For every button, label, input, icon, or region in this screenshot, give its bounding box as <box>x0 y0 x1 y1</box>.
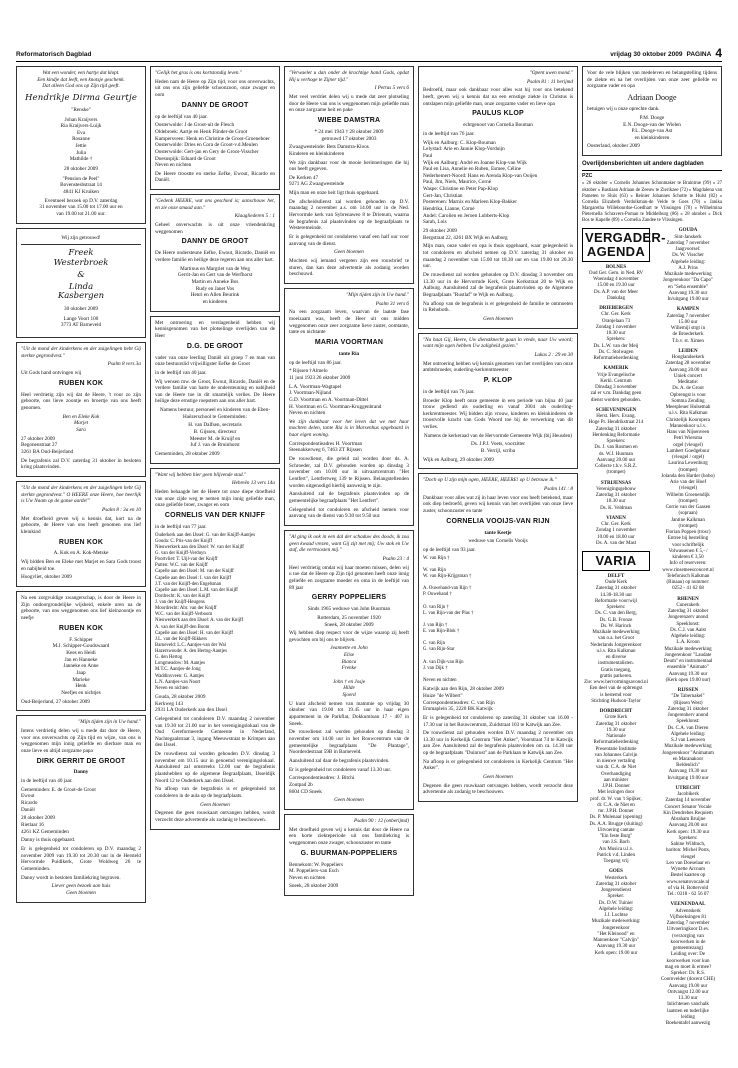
column-3 <box>284 66 414 900</box>
quote-ref: Klaagliederen 5 : 1 <box>234 213 275 220</box>
agenda-item <box>582 265 650 303</box>
board-text: Namens bestuur, personeel en kinderen van de Eben-Haëzerschool te Gememinden: <box>159 407 271 420</box>
nickname: Danny <box>73 769 89 776</box>
agenda-details: Hooglandsekerk Zaterdag 28 november Aanvang 20.00 uur Uniek concert Meditatie: Ds. A. de Groot Opbrengst is voor Somma Zending Meespleuer Hulsemah u.l.v. Rita Kalkman Christelijk Kooropera Mannenkoor u.l.v. Hans van Nijsenveen Petri Wiersma orgel (vleugel) Lambert Goedgebuur (vleugel / orgel) Laurina Lewenburg (trompet) Jolanda den Harder (hobo) Arie van der Hoef (vleugel) Wilhelm Groenendijk (trompet) Corrie van der Gaasen (sopraan) Jantine Kalkman (trompet) Florian Poppen (trosc) Entree bij bestelling voor schriftelijk Volwassenen € 5,- / kinderen € 3,50 Info of reserveren: www.rinsemeesconcert.nl Telefonisch Kalkman (Rinaau) op nummer: 0252 - 41 62 68 <box>661 355 715 592</box>
agenda-place: RIJSSEN <box>677 688 699 694</box>
agenda-place: DRIEBERGEN <box>599 306 633 312</box>
burial-info: Aansluitend zal de begrafenis plaatsvinden op de gemeentelijke begraafplaats "Het Lentfert". <box>289 491 409 505</box>
age: op de leeftijd van 86 jaar. <box>289 359 342 366</box>
burial-info: Aansluitend zal daar de begrafenis plaatsvinden. <box>289 757 390 764</box>
family-list: Bennekom: W. Poppeliers M. Poppeliers-van Esch Neven en nichten <box>289 861 344 881</box>
condolence-info: Mijn man, onze vader en opa is thuis opgebaard, waar gelegenheid is tot condoleren en afscheid nemen op D.V. zaterdag 31 oktober en maandag 2 november van 15.00 tot 18.30 uur en van 19.00 tot 20.30 uur. <box>423 243 573 270</box>
notice-text: Met ontroering en verslagenheid hebben wij kennisgenomen van het plotselinge overlijden van de Heer <box>155 319 275 339</box>
family-list: P.M. Dooge E.N. Dooge-van der Wielen P.L. Dooge-van Ast en kleinkinderen <box>623 114 681 141</box>
funeral-info: De rouwdienst, die geleid zal worden door ds. A. Schroeder, zal D.V. gehouden worden op dinsdag 3 november om 10.00 uur in uitvaartcentrum "Het Lentfert", Lentfertweg 139 te Rijssen. Belangstellenden worden uitgenodigd hierbij aanwezig te zijn. <box>289 456 409 489</box>
death-notice-maria <box>284 288 414 526</box>
deceased-name: CORNELIA VOOIJS-VAN RIJN <box>446 517 550 525</box>
visit-info: Eventueel bezoek op D.V. zaterdag 31 november van 15.00 tot 17.00 uur en van 19.00 tot 21.00 uur. <box>39 197 123 218</box>
address: "Pension de Peel" Bovenstesbstraat 14 4841 KJ Kruiken <box>60 175 102 196</box>
life-dates: * Rijssen †Almelo 11 juni 1923 26 oktober 2009 <box>289 368 351 381</box>
quote-ref: Psalm 23 : 4 <box>382 555 409 562</box>
life-dates: Rotterdam, 25 november 1920 Sneek, 28 oktober 2009 <box>317 614 381 628</box>
funeral-info: De rouwdienst zal worden gehouden op D.V. dinsdag 3 november om 13.30 uur in de Hervormde Kerk, Grote Kerkstraat 20 te Wijk en Aalburg. Aansluitend zal de begrafenis plaatsvinden op de Algemene Begraafplaats "Rustlaf" te Wijk en Aalburg. <box>423 272 573 298</box>
agenda-details: Oud Ger. Gem. in Ned. RV Woensdag 4 november 15.00 en 19.30 uur Ds. A.P. van der Meer Dankdag <box>588 270 644 301</box>
agenda-place: BOLNES <box>605 264 627 270</box>
age: in de leeftijd van 40 jaar. <box>155 369 207 376</box>
agenda-details: Jacobikerk Zaterdag 14 november Concert Senator Vocale Kin Dendrebes Requiem Abraham Bruijne Aanvang 20.00 uur Kerk open: 19.30 uur Sprekers: Sabine Wildtuch, bariton: Michel Posts, vleugel Leo van Doeselaar en Wynette Arcnum Bestel kaarten op www.senatovocale.nl of via H. Bottervold Tel.: 0318 - 62 56 07 <box>663 792 713 898</box>
agenda-details: "De Tabernakel" (Rijssen West) Zaterdag 31 oktober Jongerenherv anond Speeklonst: Ds. C.A. van Dieren Algehele leiding: S.J van Leeuwen Muzikale medewerking Jongerenkoor "Animatum en Maranakoor Beldenlich" Aanvang 19.30 uur In/uitgang 19.00 uur <box>662 694 714 781</box>
place-date: Wijk en Aalburg, 29 oktober 2009 <box>423 456 494 463</box>
address: De Kerken 47 9271 AG Zwaagwesteinde <box>289 174 345 188</box>
family-list: Martinus en Margriet van de Weg Gerrit-Jan en Gert van de Werfhorst Martin en Anneke Bos Rudy en Janet Vos Henri en Allen Beurink en kinderen <box>177 265 253 305</box>
birth-announcement <box>16 66 146 224</box>
thanks-text: Voor de vele blijken van medeleven en belangstelling tijdens de ziekte en na het overlijden van onze zeer geliefde en zorgzame vader en opa <box>587 70 717 90</box>
body-text: Uit Gods hand ontvingen wij <box>21 370 82 377</box>
section-heading: Overlijdensberichten uit andere dagbladen <box>582 160 722 171</box>
family-list: Zwaagwesteinde: Bets Damstra-Kloos Kinderen en kleinkinderen <box>289 144 369 157</box>
quote: "Na haat Gij, Heere, Uw dienstknecht gaan in vrede, naar Uw woord; want mijn ogen hebben Uw zaligheid gezien." <box>423 336 573 350</box>
birth-date: 28 oktober 2009 <box>63 166 98 173</box>
agenda-place: DELFT <box>607 573 625 579</box>
funeral-info: De rouwdienst zal worden gehouden op dinsdag 3 november om 14.00 uur in het Rouwcentrum van de gemeentelijke begraafplaats "De Plantage", Noorderdestraat 59B in Barneveld. <box>289 729 409 756</box>
notice-text: Geheel onverwachts is uit onze vriendenkring weggenomen <box>155 222 275 235</box>
tribute-text: Broeder Klop heeft onze gemeente in een periode van bijna 40 jaar trouw gediend als ouderling en vanaf 2004 als ouderling-kerkrentmeester. Wij bidden zijn vrouw, kinderen en kleinkinderen de troostvolle kracht van Gods Woord toe bij de verwerking van dit verlies. <box>423 397 573 431</box>
family-list: Oosterwolde: J de Groot-uit de Flesch Oldebroek: Aartje en Henk Flinder-de Groot Kampersveen: Henk en Christine de Groot-Groeneboer Oosterwolde: Dries en Cora de Groot-v.d.Meulen Oosterwolde: Gert-jan en Gery de Groot-Visscher Doesnspijk: Eduard de Groot Neven en nichten <box>155 122 270 169</box>
death-notice-school <box>150 316 280 464</box>
condolence-info: Er is gelegenheid tot condoleren op zaterdag 31 oktober van 16.00 - 17.30 uur in het Rouwcentrum, Zuidstraat 103 te Katwijk aan Zee. <box>423 714 573 728</box>
agenda-item <box>582 869 650 957</box>
notices-list: « 26 oktober » Cornelis Johannes Schonmaker te Braintrue (99) » 27 oktober » Bastiaan Adriaan de Zeeuw te Zierikzee (72) » Magdalena van Pameten te Sluis (63) » Reinier Johannes Schotte te Hulst (82) » Cornelia Elizabeth Verdolkman-de Velde te Goes (70) » Janika Margaretha Willeboordse-Goedhart te Vlissingen (78) » Wilhelmina Pieternella Schravers-Poman te Middelburg (86) » 28 oktober » Dick Bos te Kapelle (89) » Cornelia Zandee te Vlissingen. <box>582 181 722 224</box>
widow-of: weduwe van Cornelis Vooijs <box>468 538 528 545</box>
quote-ref: Psalm 81 : 11 berijmd <box>526 78 573 85</box>
agenda-place: LEIDEN <box>678 348 698 354</box>
death-notice-gerry <box>284 530 414 810</box>
agenda-item <box>582 481 650 512</box>
no-flowers: Geen bloemen <box>483 774 513 781</box>
wish-text: De Heere ondersteune Eefke, Ewout, Ricardo, Daniël en verdere familie en heilige deze regeren aan ons aller hart. <box>155 250 275 264</box>
quote-ref: Psalm 141 : 8 <box>544 486 573 493</box>
wedding-heading: Wij zijn getrouwd! <box>61 234 101 241</box>
condolence-info: Gelegenheid tot condoleren en afscheid nemen voor aanvang van de dienst van 9.30 tot 9.50 uur. <box>289 506 409 520</box>
address: Correspondentieadres: J. Bitchi Zoutpad 2b 8604 CD Sneek <box>289 775 355 795</box>
laid-out-text: Danny is thuis opgebaard. <box>21 837 76 844</box>
no-flowers: Geen bloemen <box>483 315 513 322</box>
farewell-info: U kunt afscheid nemen van mammie op vrijdag 30 oktober van 19.00 tot 19.45 uur in haar eigen appartement in de Parkflat, Dokkumloan 17 - 407 in Sneek. <box>289 700 409 727</box>
agenda-item <box>654 349 722 593</box>
notice-text: Met droefheid geven wij u kennis dat, kort na de geboorte, de Heere van ons heeft genomen ons lief kleinkind <box>21 515 141 535</box>
agenda-place: VEENENDAAL <box>670 902 706 908</box>
quote: "Al ging ik ook in een dal der schaduw des doods, ik zou geen kwaad vrezen, want Gij zijt met mij; Uw stok en Uw staf, die vertroosten mij." <box>289 534 409 554</box>
agenda-item <box>582 408 650 477</box>
agenda-place: SCHEVENINGEN <box>595 407 637 413</box>
burial-info: Danny wordt in besloten familiekring begraven. <box>21 874 121 881</box>
family-names: A. Kok en A. Kok-Metske <box>53 550 109 557</box>
family-list: L.A. Voortman-Wagtapel J. Voortman-Nijland G.D. Voortman en A. Voortman-Dittel H. Voortman en G. Voortman-Kruggenbrand Neven en nichten <box>289 383 382 417</box>
agenda-place: KAMERIK <box>603 366 629 372</box>
notice-text: Met veel verdriet delen wij u mede dat zeer plotseling door de Heere van ons is weggenomen mijn geliefde man en onze zorgzame heit en pake <box>289 93 409 114</box>
deceased-name: DANNY DE GROOT <box>181 101 249 109</box>
wedding-announcement <box>16 228 146 338</box>
masthead <box>16 48 722 62</box>
funeral-info: De rouwdienst zal gehouden worden D.V. maandag 2 november om 13.30 uur in Kerkelijk Centrum "Het Anker", Voorstraat 74 te Katwijk aan Zee. Aansluitend zal de begrafenis plaatsvinden om ca. 14.30 uur op de begraafplaats "Duinrust" aan de Parklaan te Katwijk aan Zee. <box>423 730 573 757</box>
agenda-place: DORDRECHT <box>599 709 633 715</box>
agenda-place: GOES <box>609 869 623 875</box>
page-info <box>610 47 722 61</box>
thank-you-notice <box>582 66 722 156</box>
agenda-details: Herst. Herv. Evang. Hoge Pr. Hendrikstraat 214 Zaterdag 31 oktober Herdenking Reformatie Sprekers: Ds. J. van Rosmen en ds. W.J. Huuman Aanvang 20.00 uur Collecte t.b.v. S.R.Z. (trompet) <box>588 414 644 476</box>
wedding-address: Lange Voort 100 3773 AT Barneveld <box>60 315 102 329</box>
quote: "Gelijk het gras is ons kortstondig leven." <box>155 70 242 76</box>
notice-text: Heden behaagde het de Heere tot onze diepe droefheid van onze zijde weg te nemen mijn innig geliefde man, onze geliefde broer, zwager en oom <box>155 489 275 509</box>
agenda-place: GOUDA <box>678 228 698 234</box>
column-5 <box>582 66 722 1031</box>
issue-date: vrijdag 30 oktober 2009 <box>610 50 683 58</box>
family-list: Johan Kraijvers Ria Kraijvers-Luijk Eva Rosanne Jettie Julia Mathilde † <box>60 116 102 163</box>
agenda-left <box>582 228 666 1031</box>
agenda-item <box>654 688 722 782</box>
agenda-item <box>582 709 650 865</box>
gratitude-text: We zijn dankbaar voor het leven dat we met haar mochten delen, tante Ria is in Marsenhus opgebaard in haar eigen woning. <box>289 418 409 439</box>
agenda-details: Adventskerk Vijfhoeksingen 81 Zaterdag 7 november Uitvoeringkoor D.ev. (verzorging van koorwerken in de gemeentezang) Leiding over: De koorwerken voor kun mag en moet ik ermee? Spreker: Dr. R.S. Coornvelder (docent CHE) Aanvang 19.00 uur Ontvangst 12.00 uur 13.30 uur Inlichtenen vanchalk laatsten en tuderlijke leiding Boekentafel aanwezig <box>660 908 716 1027</box>
quote: "Verwaelet u dan onder de krachtige hand Gods, opdat Hij u verhoge te Zijner tijd." <box>289 70 409 83</box>
after-funeral: Na afloop van de begrafenis is er gelegenheid de familie te ontmoeten in Rehoboth. <box>423 300 573 314</box>
paper-name: Reformatorisch Dagblad <box>16 50 92 58</box>
place-date: Sneek, 28 oktober 2009 <box>289 883 339 890</box>
varia-title: VARIA <box>582 551 650 571</box>
agenda-details: Chr. Ger. Kerk Oranjelaan 73 Zondag 1 november 18.30 uur Sprekers: Ds. L.W. van der Meij Ds. C. Stolwagen Reformatieherdenking <box>593 312 639 362</box>
age: op de leeftijd van 93 jaar. <box>423 546 476 553</box>
notice-text: Na een zorgvuldige zwangerschap, is door de Heere in Zijn ondoorgrondelijke wijsheid, enkele uren na de geboorte, van ons weggenomen ons lief kleinzoontje en neefje <box>21 595 141 622</box>
nickname: tante Keetje <box>484 529 512 536</box>
condolence-info: Gelegenheid tot condoleren D.V. maandag 2 november van 19.30 tot 21.00 uur in het verenigingslokaal van de Oud Gereformeerde Gemeente in Nederland, Nachtegaalstraat 3, ingang Meeuwstraat te Krimpen aan den IJssel. <box>155 715 275 749</box>
deceased-name: WIEBE DAMSTRA <box>317 116 381 124</box>
thanks-text-2: betuigen wij u onze oprechte dank. <box>587 106 660 113</box>
death-notice-cornelis <box>150 468 280 830</box>
deceased-name: GERRY POPPELIERS <box>311 594 387 602</box>
deceased-name: RUBEN KOK <box>58 538 104 546</box>
family-list: Wijk en Aalburg: C. Klop-Bouman Lelystad: Arie en Jannie Klop-Vorduijn Paul Wijk en Aalburg: André en Joanne Klop-van Wijk Paul en Lisa, Annelie en Ruben, Esmee, Céline Nederhemert-Noord: Hans en Arenda Klop-van Ooijen Paul, Jim, Niels, Maurice, Corné Waspe: Christine en Peter Pap-Klop Gert-Jan, Christian Posterenen: Marnix en Marleen Klop-Bakker Hendrika, Lianne, Corné Andel: Carolien en Jeroen Lubberts-Klop Sarah, Lois <box>423 139 538 226</box>
deceased-name: CORNELIS VAN DER KNIJFF <box>164 512 266 520</box>
relation-text: vader van onze leerling Daniël uit groep 7 en man van onze bestuurslid vrijwilligster Eefke de Groot <box>155 354 275 368</box>
place-date: Gememinden, 28 oktober 2009 <box>155 451 220 458</box>
notice-text: Na een zorgzaam leven, waarvan de laatste fase moeizaam was, heeft de Heer uit ons midden weggenomen onze zeer zorgzame lieve zuster, oomtante, tante en nichtante <box>289 309 409 336</box>
agenda-item <box>654 597 722 685</box>
place-date: Oosterland, oktober 2009 <box>587 143 640 150</box>
agenda-item <box>654 902 722 1027</box>
funeral-info: De afscheidsdienst zal worden gehouden op D.V. maandag 2 november a.s. om 14.00 uur in de Ned. Hervormde kerk van Sybrenaweo 8 te Drienum, waarna de begrafenis zal plaatsvinden op de begraafplaats te Westeremeinde. <box>289 198 409 232</box>
agenda-details: Chr. Ger. Kerk Zondag 1 november 10.00 en 18.00 uur Ds. A. van der Mast <box>595 522 637 546</box>
quote: "Opent uwen mond." <box>529 70 573 76</box>
deceased-name: P. KLOP <box>483 376 513 384</box>
agenda-item <box>582 366 650 404</box>
notice-text: Heden nam de Heere op Zijn tijd, voor ons onverwachts, uit ons ons zijn geliefde schoonzoon, onze zwager en oom <box>155 78 275 98</box>
funeral-info: De rouwdienst zal worden gehouden D.V. dinsdag 3 november om 10.15 uur in genoemd verenigingslokaal. Aansluitend zal omstreeks 12.00 uur de begrafenis plaatshebben op de algemene Begraafplaats, IJsseldijk Noord 12 te Ouderkerk aan den IJssel. <box>155 751 275 784</box>
condolence-info: Er is gelegenheid tot condoleren vanaf 13.30 uur. <box>289 766 392 773</box>
date-address: Gouda, 28 oktober 2009 Kerkweg 143 2931 LA Ouderkerk aan den IJssel <box>155 693 227 714</box>
no-flowers: Geen bloemen <box>334 249 364 256</box>
column-2 <box>150 66 280 834</box>
death-notice-dirk <box>16 715 146 902</box>
deceased-name: RUBEN KOK <box>58 379 104 387</box>
death-notice-wiebe <box>284 66 414 284</box>
signatures: H. van Dalfsen, secretaris B. Gijssen, directeur Meester M. de Kruijf en Juf J. van de Bruinhorst <box>188 422 242 449</box>
intro-text: Wat een wonder, een hartje dat klopt. Een kindje dat leeft, een knotsje geschenk. Dat alleen God ons op Zijn tijd geeft. <box>37 70 125 90</box>
nickname: "Renske" <box>71 106 91 113</box>
funeral-info: De begrafenis zal D.V. zaterdag 31 oktober in besloten kring plaatsvinden. <box>21 457 141 471</box>
page-number: 4 <box>715 46 722 60</box>
death-notice-paulus <box>418 66 578 329</box>
agenda-item <box>582 574 650 705</box>
after-funeral: Na afloop van de begrafenis is er gelegenheid tot condoleren in de aula op de begraafplaats. <box>155 786 275 800</box>
notice-text: Met ontroering hebben wij kennis genomen van het overlijden van onze ambtsbroeder, ouderling-kerkrentmeester <box>423 360 573 374</box>
closing-text: Degenen die geen rouwkaart ontvangen hebben, wordt verzocht deze advertentie als zodanig te beschouwen. <box>423 782 573 796</box>
agenda-item <box>582 306 650 362</box>
spouse-of: echtgenoot van Cornelia Bouman <box>463 122 533 129</box>
quote: "Mijn tijden zijn in Uw hand." <box>346 292 409 299</box>
family-list: Ben en Eleke Kok Marjet Sara <box>62 413 100 433</box>
agenda-details: Sint-Janskerk Zaterdag 7 november Jaagvoorsel: Ds. W. Visscher Algehele leiding: A.J. Prins Muzikale medewerking Jongerenkoor "Da Capo" en "Seba ensemble" Aanvang 19.30 uur In/uitgang 19.00 uur <box>662 234 714 303</box>
signatures: Ds. J.P.J. Voets, voorzitter B. Verrijl, scriba <box>471 441 525 455</box>
death-notice-buurman <box>284 814 414 896</box>
quote-ref: Psalm 8 : 3a en 10 <box>101 506 141 513</box>
deceased-name: PAULUS KLOP <box>472 110 524 118</box>
death-notice-danny-2 <box>150 194 280 311</box>
agenda-right <box>654 228 722 1031</box>
agenda-place: STRIJENSAS <box>600 480 632 486</box>
agenda-details: Zaterdag 7 november 15.00 uur Willemiji strgt in de Broederkerk T.b.v. st. Ximen <box>666 313 710 344</box>
respect-text: Wij hebben diep respect voor de wijze waarop zij heeft gevochten om bij ons te blijven. <box>289 630 409 643</box>
wedding-date: 30 oktober 2009 <box>63 306 98 313</box>
agenda-details: Oude Kerk Zaterdag 31 oktober 14.30-18.30 uur Reformatie voor/wijl Sprekers: Ds. C. van den Berg, Ds. G.B. Fronze Ds. W. Harinck Muzikale medewerking van o.a. het Groot Nederlands Jongerenkoor u.l.v. Rita Kalkman en diverse instrumentalisten. Gratis toegang, grattis parkeren. Zie: www.hervormingsavond.nl Een deel van de opbrengst is bestemd voor Stichting Hudson-Taylor <box>584 580 648 704</box>
notice-text: Heel verdrietig omdat wij haar moeten missen, delen wij u toe dat de Heere op Zijn tijd genomen heeft onze innig geliefde en zorgzame moeder en oma in de leeftijd van 89 jaar <box>289 564 409 591</box>
quote: "Doch op U zijn mijn ogen, HEERE, HEERE! op U betrouw ik." <box>423 477 557 484</box>
age: in de leeftijd van 40 jaar. <box>21 778 73 785</box>
no-flowers: Geen bloemen <box>334 797 364 804</box>
quote: "Mijn tijden zijn in Uw hand." <box>78 719 141 726</box>
column-1 <box>16 66 146 907</box>
page-label: PAGINA <box>686 50 712 58</box>
notice-text: Heel verdrietig zijn wij dat de Heere, 't voor zo zijn geboorte, ons lieve zoontje en broertje van ons heeft genomen. <box>21 391 141 412</box>
widow-of: Sinds 1965 weduwe van John Buurman <box>307 606 391 613</box>
board-text: Namens de kerkeraad van de Hervormde Gemeente Wijk (bij Heusden) <box>423 432 573 439</box>
death-notice-ruben-1 <box>16 342 146 477</box>
age: in de leeftijd van 76 jaar. <box>423 130 475 137</box>
quote-ref: Hebreën 13 vers 14a <box>231 480 275 487</box>
agenda-place: UTRECHT <box>675 785 701 791</box>
deceased-name: Adriaan Dooge <box>627 92 677 102</box>
quote-ref: Psalm 31 vers 6 <box>375 300 409 307</box>
quote: "Gedenk HEERE, wat ons geschied is; aanschouw het, en zie onze smaad aan." <box>155 198 275 211</box>
quote: "Want wij hebben hier geen blijvende stad." <box>155 471 247 478</box>
date-address: 27 oktober 2009 Begonenstraat 27 3261 BA Oud-Beijerland <box>21 435 74 455</box>
agenda-item <box>582 516 650 547</box>
place-date: Hoogvliet, oktober 2009 <box>21 574 72 581</box>
age: in de leeftijd van 77 jaar. <box>155 523 207 530</box>
death-notice-church <box>418 333 578 470</box>
age: in de leeftijd van 76 jaar. <box>423 388 475 395</box>
agenda-details: Grote Kerk Zaterdag 31 oktober 19.30 uur Nationale Reformatieherdenking Presentatie Institutie van Johannes Calvijn in nieuwe vertaling van dr. C.A. de Niet Overhandiging aan minister J.P.H. Donner Met lezingen door prof. dr. W. van 't Spijker, dr. C.A. de Niet en mr. J.P.H. Donner Ds. P. Molenaar (opening) Ds. A.A. Brugge (sluiting) Uitvoering cantate "Ein feste Burg" van J.S. Bach Ars Musica u.l.v. Patrick v.d. Linden Toegang vrij <box>589 715 643 865</box>
closing-text: Mochten wij iemand vergeten zijn een rouwbrief te sturen, dan kan deze advertentie als zodanig worden beschouwd. <box>289 258 409 278</box>
notice-text: Intens verdrietig delen wij u mede dat door de Heere, voor ons onverwachts op Zijn tijd en wijze, van ons is weggenomen mijn innig geliefde en dierbare man en onze lieve en altijd zorgzame papa <box>21 727 141 754</box>
gratitude-text: We zijn dankbaar voor de mooie herinneringen die hij ons heeft gegeven. <box>289 159 409 173</box>
agenda-area <box>582 228 722 1031</box>
agenda-item <box>654 307 722 345</box>
ampersand: & <box>77 269 85 280</box>
agenda-place: RHENEN <box>677 596 699 602</box>
groom-name: Freek Westerbroek <box>53 248 109 269</box>
date-address: 28 oktober 2009 Rietlaar 16 4261 KZ Gememinden <box>21 815 69 835</box>
deceased-name: DIRK GERRIT DE GROOT <box>36 757 126 765</box>
agenda-details: Verenigingsgebouw Zaterdag 31 oktober 18.30 uur Ds. K. Veldman <box>595 486 637 511</box>
no-flowers: Geen bloemen <box>200 801 230 808</box>
family-list: W. van Rijn † W. van Rijn W. van Rijn-Krijgsman † A. Ouwehand-van Rijn † P. Ouwehand † O. van Rijn † L. van Rijn-van der Plas † J. van Rijn † E. van Rijn-Blok † C. van Rijn G. van Rijn-Star A. van Dijk-van Rijn J. van Dijk † Neven en nichten <box>423 555 474 684</box>
laid-out-text: Mijn man en onze heit ligt thuis opgebaard. <box>289 190 380 197</box>
agenda-place: KAMPEN <box>676 307 700 313</box>
agenda-details: Vrije Evangelische Kerkl. Centrum Dinsdag 3 november zal er v.m. Dankdag geen dienst worden gehouden. <box>590 372 642 403</box>
deceased-name: DANNY DE GROOT <box>181 238 249 246</box>
place-date: Oud-Beijerland, 27 oktober 2009 <box>21 698 90 705</box>
address: Correspondentieadres H. Voortman Steenakkerweg 6, 7463 ZT Rijssen <box>289 440 363 454</box>
quote: Psalm 90 : 12 (onberijmd) <box>353 817 409 824</box>
family-list: Gememinden: E. de Groot-de Groot Ewout Ricardo Daniël <box>21 786 96 813</box>
death-notice-danny-1 <box>150 66 280 190</box>
date-address: 29 oktober 2009 Bergstraat 22, 4261 BX Wijk en Aalburg <box>423 228 508 241</box>
notice-text: Bedroefd, maar ook dankbaar voor alles wat hij voor ons betekend heeft, geven wij u kennis dat na een ernstige ziekte in Christus is ontslapen mijn geliefde man, onze zorgzame vader en lieve opa <box>423 87 573 107</box>
deceased-name: MARIA VOORTMAN <box>314 338 384 346</box>
condolence-info: Er is gelegenheid tot condoleren op D.V. maandag 2 november 2009 van 19.30 tot 20.30 uur in de Hersteld Hervormde Puidlkerk, Grote Woldweg 26 te Gememinden. <box>21 846 141 873</box>
agenda-title: VERGADER- AGENDA <box>582 228 650 261</box>
closing-text: Degenen die geen rouwkaart ontvangen hebben, wordt verzocht deze advertentie als zodanig te beschouwen. <box>155 810 275 824</box>
quote-ref: Lukas 2 : 29 en 30 <box>534 351 573 358</box>
date-address: Katwijk aan den Rijn, 28 oktober 2009 Huize "de Wilbert" Correspondentieadres: C. van Rijn Emmaplein 35, 2220 BK Katwijk <box>423 686 504 713</box>
family-list: Jeannette en John Elise Bianca Frenke John † en Josje Hilde Sjoerd <box>330 645 368 699</box>
agenda-item <box>654 786 722 899</box>
condolence-info: Er is gelegenheid tot condoleren vanaf een half uur voor aanvang van de dienst. <box>289 234 409 247</box>
wish-text: Wij wensen mw. de Groot, Ewout, Ricardo, Daniël en de verdere familie van harte de ondersteuning en nabijheid van de Heere toe in dit smartelijk verlies. De Heere heilige deze ernstige roepstem aan ons aller hart. <box>155 378 275 405</box>
family-list: Ouderkerk aan den IJssel: G. van der Knijff-Aantjes Gouda: C. Pris-van der Knijff Nieuwerkerk aan den IJssel: W. van der Knijff G. van der Knijff-Verduyn Poortvliet: T. Uijl-van der Knijff Putten: W.C. van der Knijff Capelle aan den IJssel: M. van der Knijff Capelle aan den IJssel: I. van der Knijff J.T. van der Knijff-den Engelsman Capelle aan den IJssel: L.M. van der Knijff Dordrecht: K. van der Knijff J. van der Knijff-Heugens Moordrecht: Abr. van der Knijff W.C. van der Knijff-Verboom Nieuwerkerk aan den IJssel: A. van der Knijff A. van der Knijff-den Boom Capelle aan den IJssel: H. van der Knijff J.L. van der Knijff-Rikkers Barneveld: L.C. Aantjes-van der Wal Hazerswoude: A. den Hertog-Aantjes G. den Hertog Longmeadow: M. Aantjes M.T.C. Aantjes-de Jong Waddinxveen: G. Aantjes L.N. Aantjes-van Noort Neven en nichten <box>155 532 256 691</box>
quote: "Uit de mond der kinderkens en der zuigelingen hebt Gij sterkte gegrondvest." <box>21 346 141 359</box>
other-papers-section <box>582 160 722 224</box>
deceased-name: G. BUURMAN-POPPELIERS <box>300 849 398 857</box>
death-notice-cornelia <box>418 473 578 802</box>
death-notice-ruben-3 <box>16 591 146 711</box>
source-paper: PZC <box>582 172 593 179</box>
closing-text: Liever geen bezoek aan huis Geen bloemen <box>51 883 111 896</box>
death-notice-ruben-2 <box>16 481 146 587</box>
column-4 <box>418 66 578 806</box>
bride-name: Linda Kasbergen <box>57 281 105 302</box>
agenda-details: Cunerakerk Zaterdag 31 oktober Jongerenzerv anond Speeklonst: Ds. C.J. van Aalst Algehele leiding: L.A. Kroon Muzikale medewerking Jongerenkoor "Laudate Deum" en instrumentaal ensemble "Animato" Aanvang 19.30 uur (Kerk open 19.00 uur) <box>663 602 713 683</box>
closing-text: De Heere troostte en sterke Eefke, Ewout, Ricardo en Daniël. <box>155 170 275 184</box>
notice-text: Dankbaar voor alles wat zij in haar leven voor ons heeft betekend, maar ook diep bedroefd, geven wij kennis van het overlijden van onze lieve zuster, schoonzuster en tante <box>423 494 573 515</box>
nickname: tante Ria <box>338 350 360 357</box>
quote: "Uit de mond der kinderkens en der zuigelingen hebt Gij sterkte gegrondvest." O HEERE onze Heere, hoe heerlijk is Uw Naam op de ganse aarde!" <box>21 484 141 505</box>
notice-text: Met droefheid geven wij u kennis dat door de Heere na een korte ziekteperiode uit ons familiekring is weggenomen onze zwager, schoonzuster en tante <box>289 826 409 846</box>
agenda-details: Westerkerk Zaterdag 31 oktober Jongerendienst Spreker: Ds. D.W. Tuinier Algehele leiding: J.J. Luchtse Muzikale medewerking: Jongerenkoor "Het Kleinood" en Mannenkoor "Calvijn" Aanvang 19.30 uur Kerk open: 19.00 uur <box>591 875 641 956</box>
quote-ref: I Petrus 5 vers 6 <box>374 85 409 92</box>
agenda-item <box>654 228 722 303</box>
wish-text: Wij bidden Ben en Eleke met Marjet en Sara Gods troost en nabijheid toe. <box>21 559 141 572</box>
after-funeral: Na afloop is er gelegenheid tot condoleren in Kerkelijk Centrum "Het Anker". <box>423 758 573 772</box>
family-list: F. Schipper M.J. Schipper-Goudswaard Kees en Heidi Jan en Hanneke Janneke en Anne Jaap Marieke Henk Neefjes en nichtjes <box>52 636 110 696</box>
child-name: Hendrikje Dirma Geurtje <box>24 92 138 103</box>
quote-ref: Psalm 8 vers 3a <box>107 361 141 368</box>
agenda-place: VIANEN <box>606 515 626 521</box>
deceased-name: RUBEN KOK <box>58 624 104 632</box>
deceased-name: D.G. DE GROOT <box>186 342 244 350</box>
age: op de leeftijd van 40 jaar. <box>155 113 208 120</box>
life-dates: * 24 mei 1943 † 28 oktober 2009 getrouwd 17 oktober 2003 <box>314 128 384 142</box>
